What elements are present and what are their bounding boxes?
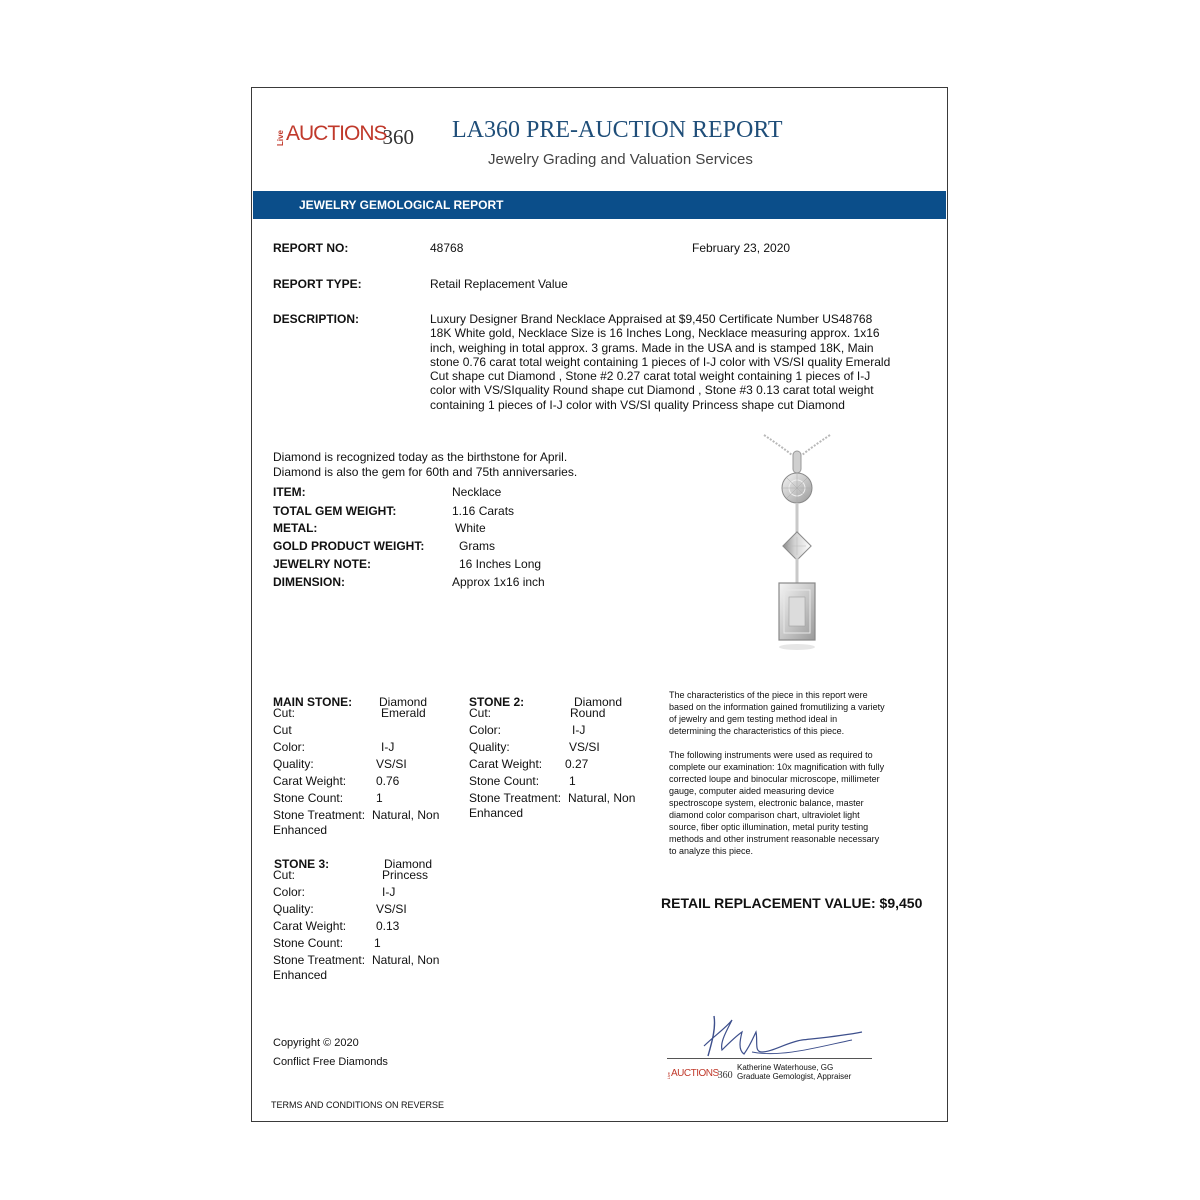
note-line: The characteristics of the piece in this report were [669, 690, 868, 700]
main-stone-cut-extra: Cut [273, 723, 292, 737]
jewelry-note-value: 16 Inches Long [459, 557, 542, 571]
sig-logo-auctions: AUCTIONS [671, 1068, 719, 1079]
stone2-treatment-extra: Enhanced [469, 806, 524, 820]
auctions360-logo [276, 116, 415, 149]
section-band [253, 191, 946, 219]
main-stone-color-value: I-J [381, 740, 395, 754]
stone2-quality-value: VS/SI [569, 740, 600, 754]
stone2-color-value: I-J [572, 723, 586, 737]
item-value: Necklace [452, 485, 502, 499]
metal-label: METAL: [273, 521, 318, 535]
stone3-quality-value: VS/SI [376, 902, 407, 916]
logo-live-text: Live [276, 129, 285, 146]
description-label: DESCRIPTION: [273, 312, 360, 326]
appraiser-title: Graduate Gemologist, Appraiser [737, 1072, 852, 1081]
note-line: methods and other instrument reasonable necessary [669, 834, 880, 844]
description-line: Cut shape cut Diamond , Stone #2 0.27 carat total weight containing 1 pieces of I-J [430, 369, 871, 384]
note-line: of jewelry and gem testing method ideal in [669, 714, 838, 724]
note-line: determining the characteristics of this piece. [669, 726, 845, 736]
note-line: The following instruments were used as required to [669, 750, 873, 760]
description-line: 18K White gold, Necklace Size is 16 Inches Long, Necklace measuring approx. 1x16 [430, 326, 880, 341]
stone3-cut-label: Cut: [273, 868, 296, 882]
stone3-carat-label: Carat Weight: [273, 919, 347, 933]
report-date: February 23, 2020 [692, 241, 791, 255]
main-stone-quality-label: Quality: [273, 757, 314, 771]
main-stone-quality-value: VS/SI [376, 757, 407, 771]
main-stone-title: MAIN STONE: [273, 695, 353, 709]
dimension-label: DIMENSION: [273, 575, 345, 589]
main-stone-count-value: 1 [376, 791, 383, 805]
stone2-type: Diamond [574, 695, 623, 709]
signature-line [667, 1058, 872, 1059]
report-no-value: 48768 [430, 241, 464, 255]
note-line: to analyze this piece. [669, 846, 754, 856]
item-label: ITEM: [273, 485, 306, 499]
note-line: complete our examination: 10x magnification with fully [669, 762, 885, 772]
stone3-cut-value: Princess [382, 868, 429, 882]
stone2-color-label: Color: [469, 723, 502, 737]
stone3-type: Diamond [384, 857, 433, 871]
report-title: LA360 PRE-AUCTION REPORT [452, 117, 783, 143]
birthstone-line: Diamond is recognized today as the birthstone for April. [273, 450, 568, 464]
retail-replacement-value: RETAIL REPLACEMENT VALUE: $9,450 [661, 895, 923, 911]
report-type-value: Retail Replacement Value [430, 277, 568, 291]
metal-value: White [455, 521, 486, 535]
appraiser-name: Katherine Waterhouse, GG [737, 1063, 834, 1072]
section-band-title: JEWELRY GEMOLOGICAL REPORT [299, 198, 504, 212]
main-stone-type: Diamond [379, 695, 428, 709]
stone2-treatment-label: Stone Treatment: [469, 791, 562, 805]
characteristics-note [669, 689, 885, 737]
logo-360-text: 360 [382, 125, 415, 149]
report-subtitle: Jewelry Grading and Valuation Services [488, 151, 753, 168]
description-line: containing 1 pieces of I-J color with VS/SI quality Princess shape cut Diamond [430, 397, 845, 412]
main-stone-treatment-value: Natural, Non [372, 808, 440, 822]
description-line: stone 0.76 carat total weight containing 1 pieces of I-J color with VS/SI quality Emerald [430, 354, 891, 369]
gold-weight-value: Grams [459, 539, 495, 553]
report-no-label: REPORT NO: [273, 241, 349, 255]
main-stone-color-label: Color: [273, 740, 306, 754]
gold-weight-label: GOLD PRODUCT WEIGHT: [273, 539, 425, 553]
anniversary-line: Diamond is also the gem for 60th and 75th anniversaries. [273, 465, 578, 479]
stone3-title: STONE 3: [274, 857, 330, 871]
signature-logo [666, 1063, 733, 1079]
note-line: spectroscope system, electronic balance, master [669, 798, 864, 808]
note-line: diamond color comparison chart, ultraviolet light [669, 810, 860, 820]
sig-logo-live: Live [666, 1071, 671, 1079]
note-line: based on the information gained fromutilizing a variety [669, 702, 885, 712]
stone3-treatment-value: Natural, Non [372, 953, 440, 967]
note-line: source, fiber optic illumination, metal purity testing [669, 822, 869, 832]
sig-logo-360: 360 [717, 1070, 733, 1081]
main-stone-cut-value: Emerald [381, 706, 426, 720]
stone2-title: STONE 2: [469, 695, 525, 709]
dimension-value: Approx 1x16 inch [452, 575, 545, 589]
main-stone-carat-value: 0.76 [376, 774, 400, 788]
stone2-cut-label: Cut: [469, 706, 492, 720]
terms-text: TERMS AND CONDITIONS ON REVERSE [271, 1100, 445, 1110]
stone3-color-value: I-J [382, 885, 396, 899]
description-text [430, 312, 890, 412]
stone3-carat-value: 0.13 [376, 919, 400, 933]
stone3-color-label: Color: [273, 885, 306, 899]
main-stone-treatment-extra: Enhanced [273, 823, 328, 837]
stone2-cut-value: Round [570, 706, 606, 720]
logo-auctions-text: AUCTIONS [286, 122, 387, 145]
stone3-count-label: Stone Count: [273, 936, 344, 950]
appraiser-signature [692, 1006, 892, 1066]
main-stone-treatment-label: Stone Treatment: [273, 808, 366, 822]
stone3-quality-label: Quality: [273, 902, 314, 916]
jewelry-note-label: JEWELRY NOTE: [273, 557, 372, 571]
total-gem-weight-label: TOTAL GEM WEIGHT: [273, 504, 397, 518]
necklace-image [752, 433, 842, 663]
description-line: color with VS/SIquality Round shape cut Diamond , Stone #3 0.13 carat total weight [430, 383, 874, 398]
note-line: gauge, computer aided measuring device [669, 786, 835, 796]
report-document [251, 87, 948, 1122]
stone3-treatment-extra: Enhanced [273, 968, 328, 982]
note-line: corrected loupe and binocular microscope, millimeter [669, 774, 880, 784]
instruments-note [669, 749, 884, 857]
stone2-count-label: Stone Count: [469, 774, 540, 788]
stone2-count-value: 1 [569, 774, 576, 788]
stone3-treatment-label: Stone Treatment: [273, 953, 366, 967]
main-stone-carat-label: Carat Weight: [273, 774, 347, 788]
stone3-count-value: 1 [374, 936, 381, 950]
stone2-carat-label: Carat Weight: [469, 757, 543, 771]
stone2-carat-value: 0.27 [565, 757, 589, 771]
copyright-text: Copyright © 2020 [273, 1037, 359, 1049]
stone2-treatment-value: Natural, Non [568, 791, 636, 805]
conflict-free-text: Conflict Free Diamonds [273, 1056, 388, 1068]
total-gem-weight-value: 1.16 Carats [452, 504, 515, 518]
report-type-label: REPORT TYPE: [273, 277, 362, 291]
description-line: inch, weighing in total approx. 3 grams. Made in the USA and is stamped 18K, Main [430, 340, 874, 355]
main-stone-count-label: Stone Count: [273, 791, 344, 805]
stone2-quality-label: Quality: [469, 740, 510, 754]
main-stone-cut-label: Cut: [273, 706, 296, 720]
description-line: Luxury Designer Brand Necklace Appraised at $9,450 Certificate Number US48768 [430, 312, 873, 326]
